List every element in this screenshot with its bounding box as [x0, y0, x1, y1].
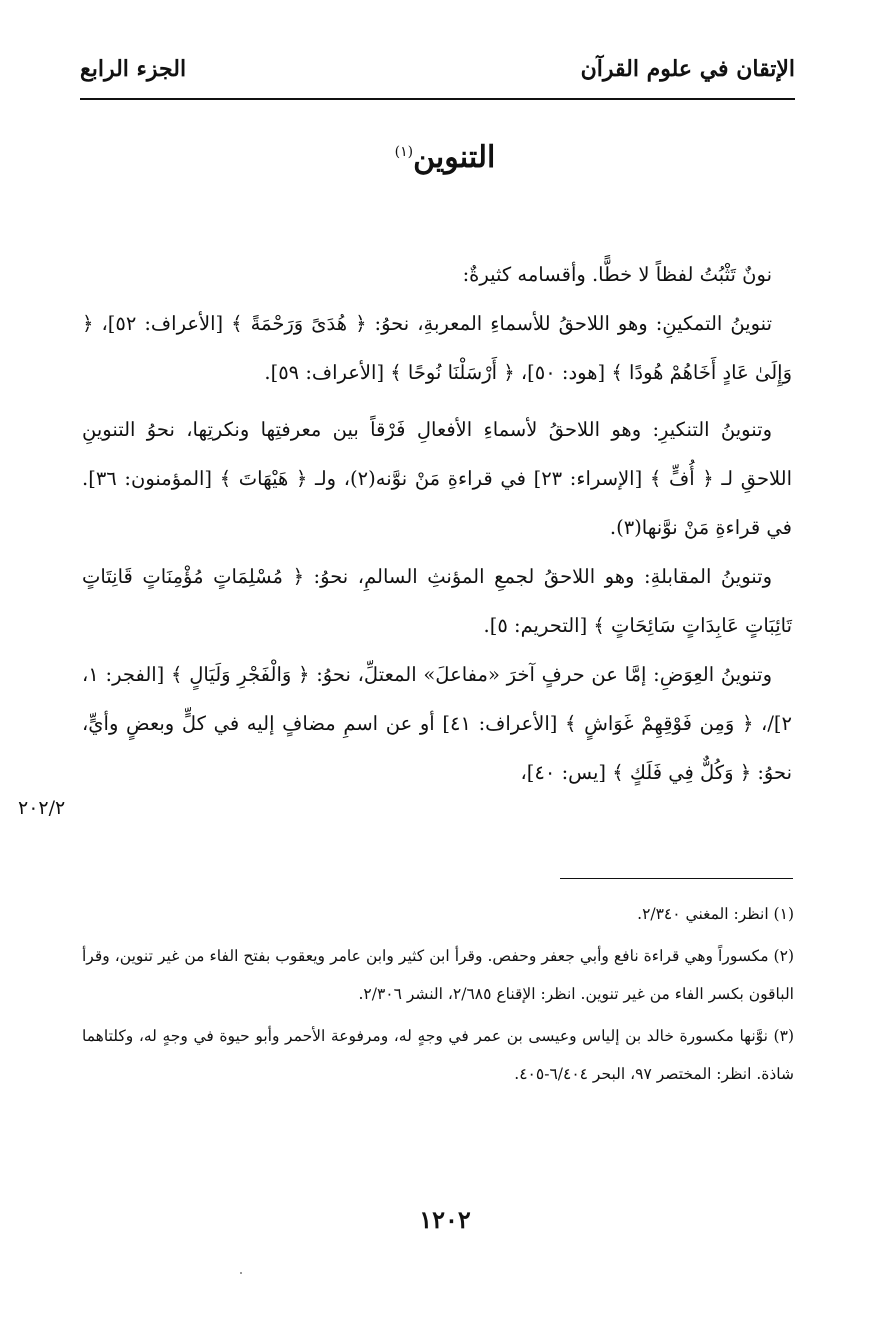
paragraph-tamkin: تنوينُ التمكينِ: وهو اللاحقُ للأسماءِ المعربةِ، نحوُ: ﴿ هُدَىً وَرَحْمَةً ﴾ [الأعراف: ٥٢]، ﴿ وَإِلَىٰ عَادٍ أَخَاهُمْ هُودًا ﴾ [هود: ٥٠]، ﴿ أَرْسَلْنَا نُوحًا ﴾ [الأعراف: ٥٩].: [82, 312, 792, 384]
running-header: [80, 52, 795, 100]
part-label: الجزء الرابع: [80, 56, 187, 82]
book-title: الإتقان في علوم القرآن: [580, 56, 795, 82]
section-title-text: التنوين: [413, 140, 496, 175]
paragraph-muqabala: وتنوينُ المقابلةِ: وهو اللاحقُ لجمعِ المؤنثِ السالمِ، نحوُ: ﴿ مُسْلِمَاتٍ مُؤْمِنَاتٍ قَانِتَاتٍ تَائِبَاتٍ عَابِدَاتٍ سَائِحَاتٍ ﴾ [التحريم: ٥].: [82, 565, 792, 637]
margin-reference: ٢٠٢/٢: [18, 797, 66, 819]
print-speck: [240, 1272, 242, 1274]
footnote-1: (١) انظر: المغني ٢/٣٤٠.: [637, 905, 794, 923]
main-text: [82, 250, 792, 797]
paragraph-iwad: وتنوينُ العِوَضِ: إمَّا عن حرفٍ آخرَ «مفاعلَ» المعتلِّ، نحوُ: ﴿ وَالْفَجْرِ وَلَيَالٍ ﴾ [الفجر: ١، ٢]/، ﴿ وَمِن فَوْقِهِمْ غَوَاشٍ ﴾ [الأعراف: ٤١] أو عن اسمِ مضافٍ إليه في كلٍّ وبعضٍ وأيٍّ، نحوُ: ﴿ وَكُلٌّ فِي فَلَكٍ ﴾ [يس: ٤٠]،: [82, 663, 792, 784]
section-title: [0, 140, 890, 175]
footnote-3: (٣) نوَّنها مكسورة خالد بن إلياس وعيسى بن عمر في وجهٍ له، ومرفوعة الأحمر وأبو حيوة في وجهٍ له، وكلتاهما شاذة. انظر: المختصر ٩٧، البحر ٦/٤٠٤-٤٠٥.: [82, 1027, 794, 1083]
paragraph-tankir: وتنوينُ التنكيرِ: وهو اللاحقُ لأسماءِ الأفعالِ فَرْقاً بين معرفتِها ونكرتِها، نحوُ التنوينِ اللاحقِ لـ ﴿ أُفٍّ ﴾ [الإسراء: ٢٣] في قراءةِ مَنْ نوَّنه(٢)، ولـ ﴿ هَيْهَاتَ ﴾ [المؤمنون: ٣٦]. في قراءةِ مَنْ نوَّنها(٣).: [82, 418, 793, 539]
title-footnote-ref[interactable]: (١): [394, 144, 414, 160]
page-number: ١٢٠٢: [419, 1205, 471, 1234]
footnote-separator: [560, 878, 793, 879]
footnotes: [82, 895, 794, 1097]
paragraph-intro: نونٌ تَثْبُتُ لفظاً لا خطًّا. وأقسامه كثيرةٌ:: [462, 263, 772, 286]
footnote-2: (٢) مكسوراً وهي قراءة نافع وأبي جعفر وحفص. وقرأ ابن كثير وابن عامر ويعقوب بفتح الفاء من غير تنوين، وقرأ الباقون بكسر الفاء من غير تنوين. انظر: الإقناع ٢/٦٨٥، النشر ٢/٣٠٦.: [82, 947, 794, 1003]
